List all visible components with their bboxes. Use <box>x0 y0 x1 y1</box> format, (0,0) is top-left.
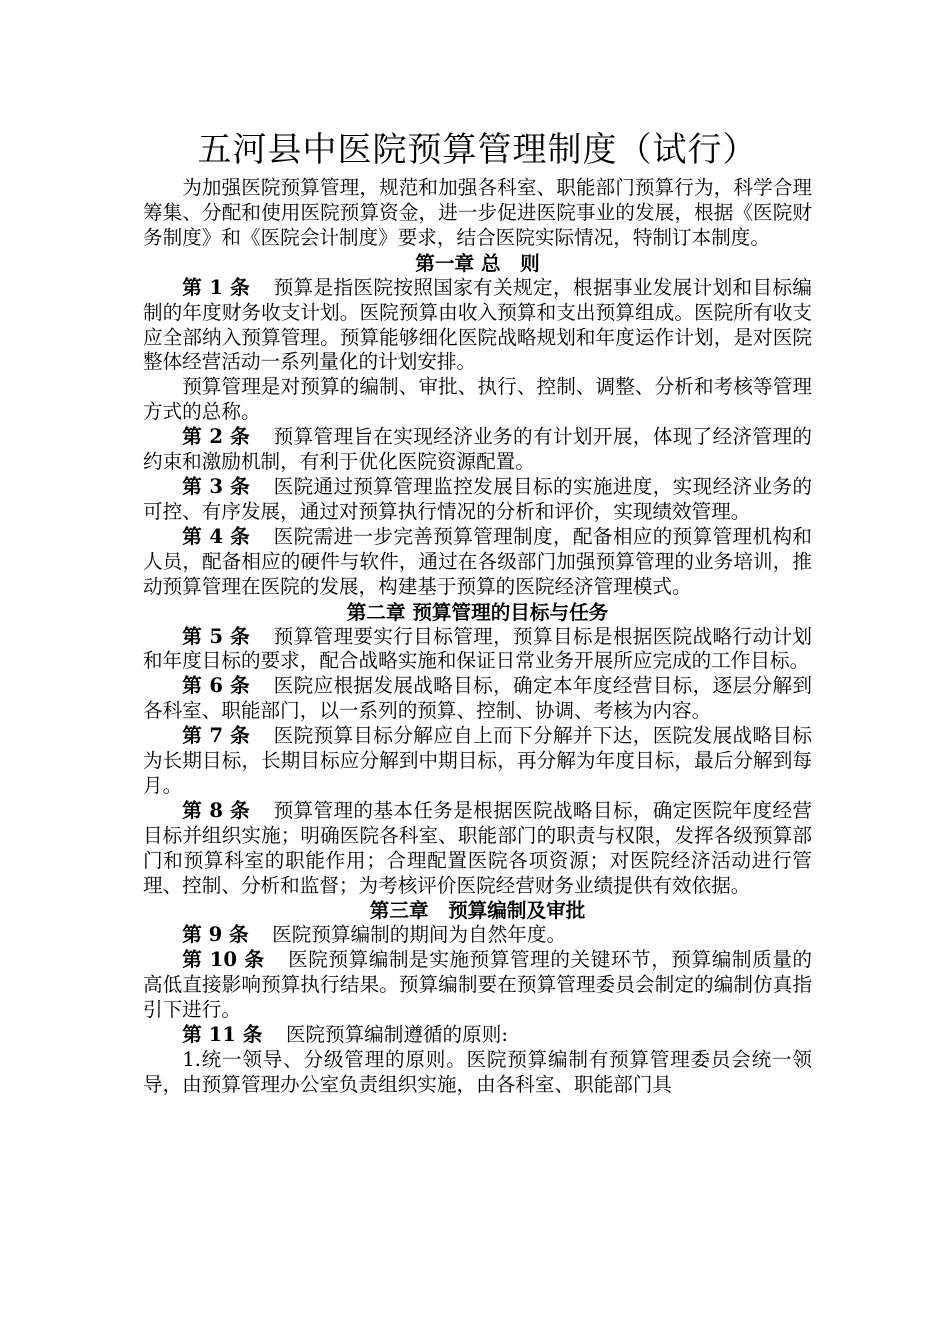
chapter-heading-2: 第二章 预算管理的目标与任务 <box>346 600 609 624</box>
article-text: 预算管理旨在实现经济业务的有计划开展，体现了经济管理的约束和激励机制，有利于优化医院资源配置。 <box>143 425 812 474</box>
article-label: 第 6 条 <box>182 674 251 698</box>
article-5 <box>143 625 812 675</box>
article-text: 医院应根据发展战略目标，确定本年度经营目标，逐层分解到各科室、职能部门，以一系列的预算、控制、协调、考核为内容。 <box>143 674 812 723</box>
article-label: 第 8 条 <box>182 798 251 822</box>
article-label: 第 1 条 <box>182 275 251 299</box>
article-label: 第 10 条 <box>182 948 265 972</box>
article-text: 医院预算目标分解应自上而下分解并下达，医院发展战略目标为长期目标，长期目标应分解到中期目标，再分解为年度目标，最后分解到每月。 <box>143 724 812 797</box>
chapter-heading-3: 第三章 预算编制及审批 <box>369 899 586 923</box>
article-text: 预算管理的基本任务是根据医院战略目标，确定医院年度经营目标并组织实施；明确医院各科室、职能部门的职责与权限，发挥各级预算部门和预算科室的职能作用；合理配置医院各项资源；对医院经济活动进行管理、控制、分析和监督；为考核评价医院经营财务业绩提供有效依据。 <box>143 798 812 897</box>
article-6 <box>143 674 812 724</box>
article-label: 第 3 条 <box>182 474 251 498</box>
article-label: 第 7 条 <box>182 724 251 748</box>
article-4 <box>143 525 812 600</box>
article-11 <box>143 1023 812 1048</box>
article-2 <box>143 425 812 475</box>
article-text: 预算是指医院按照国家有关规定，根据事业发展计划和目标编制的年度财务收支计划。医院预算由收入预算和支出预算组成。医院所有收支应全部纳入预算管理。预算能够细化医院战略规划和年度运作计划，是对医院整体经营活动一系列量化的计划安排。 <box>143 275 812 374</box>
article-3 <box>143 475 812 525</box>
article-9 <box>143 923 812 948</box>
article-label: 第 2 条 <box>182 425 251 449</box>
article-text: 医院通过预算管理监控发展目标的实施进度，实现经济业务的可控、有序发展，通过对预算执行情况的分析和评价，实现绩效管理。 <box>143 474 812 523</box>
article-text: 医院预算编制是实施预算管理的关键环节，预算编制质量的高低直接影响预算执行结果。预算编制要在预算管理委员会制定的编制仿真指引下进行。 <box>143 948 813 1022</box>
intro-paragraph: 为加强医院预算管理，规范和加强各科室、职能部门预算行为，科学合理筹集、分配和使用医院预算资金，进一步促进医院事业的发展，根据《医院财务制度》和《医院会计制度》要求，结合医院实际情况，特制订本制度。 <box>143 176 812 249</box>
article-label: 第 4 条 <box>182 524 251 548</box>
article-8 <box>143 799 812 899</box>
article-11-item-1: 1.统一领导、分级管理的原则。医院预算编制有预算管理委员会统一领导，由预算管理办公室负责组织实施，由各科室、职能部门具 <box>143 1048 812 1096</box>
article-7 <box>143 724 812 799</box>
article-1-continuation: 预算管理是对预算的编制、审批、执行、控制、调整、分析和考核等管理方式的总称。 <box>143 375 812 424</box>
article-text: 医院预算编制的期间为自然年度。 <box>272 923 567 947</box>
article-text: 预算管理要实行目标管理，预算目标是根据医院战略行动计划和年度目标的要求，配合战略实施和保证日常业务开展所应完成的工作目标。 <box>143 624 812 673</box>
article-label: 第 9 条 <box>182 923 249 947</box>
article-label: 第 5 条 <box>182 624 251 648</box>
chapter-heading-1: 第一章 总 则 <box>415 251 540 275</box>
article-text: 医院预算编制遵循的原则: <box>285 1023 508 1047</box>
article-10 <box>143 948 812 1023</box>
article-label: 第 11 条 <box>182 1023 263 1047</box>
article-1 <box>143 276 812 376</box>
article-text: 医院需进一步完善预算管理制度，配备相应的预算管理机构和人员，配备相应的硬件与软件，通过在各级部门加强预算管理的业务培训，推动预算管理在医院的发展，构建基于预算的医院经济管理模式。 <box>143 524 812 598</box>
document-title: 五河县中医院预算管理制度（试行） <box>197 130 758 170</box>
